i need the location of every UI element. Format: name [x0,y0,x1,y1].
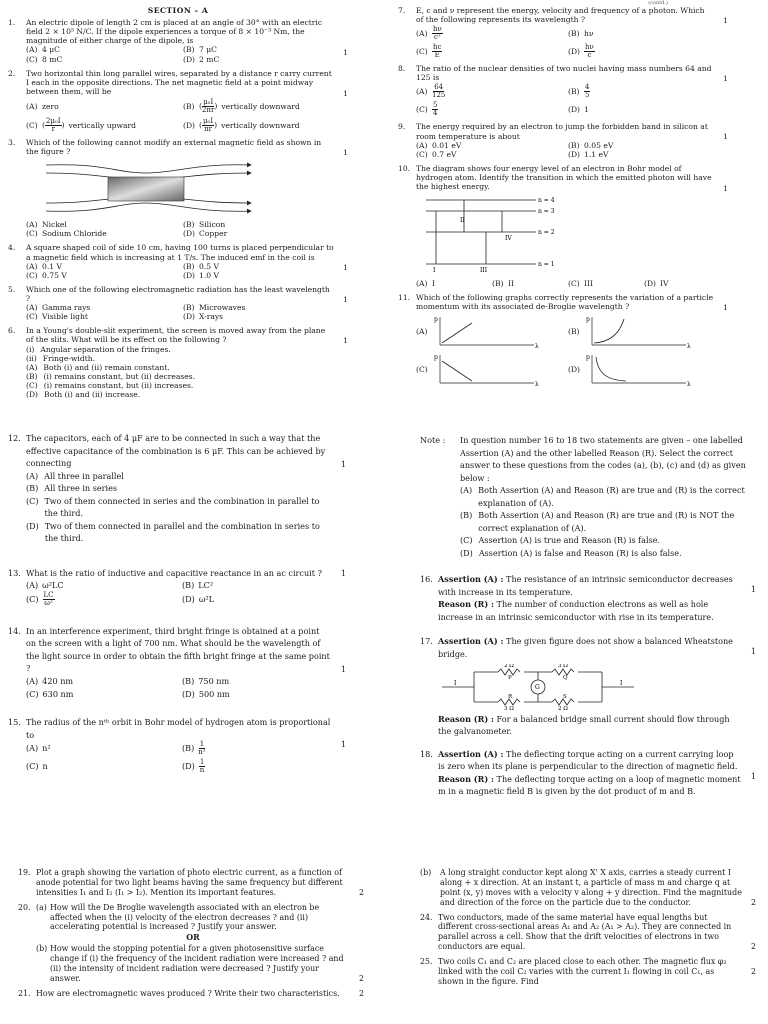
or-divider: OR [186,933,200,943]
question-18: 18. Assertion (A) : The deflecting torque acting on a current carrying loop is zero when its plane is perpendicular to the direction of magnetic field. Reason (R) : The deflecting torque acting on a loop of magnetic moment m in a magnetic field B is given by the dot product of m and B. 1 [420,748,756,797]
svg-text:R: R [508,693,513,700]
transition-label: IV [505,235,512,243]
svg-text:G: G [535,683,540,691]
options: (A) $\frac{64}{125}$ (B) $\frac{4}{5}$ (C) $\frac{5}{4}$ (D) 1 [416,83,590,118]
question-text: A square shaped coil of side 10 cm, having 100 turns is placed perpendicular to a magnetic field which is increasing at 1 T/s. The induced emf in the coil is [26,243,334,262]
options: (A) ω²LC (B) LC² (C) $\frac{LC}{\text{ω²}}$ (D) ω²L [26,580,215,607]
question-14: 14. In an interference experiment, third bright fringe is obtained at a point on the screen with a light of 700 nm. What should be the wavelength of the light source in order to obtain the fifth bright fringe at the same point ? (A) 420 nm (B) 750 nm (C) 630 nm (D) 500 nm 1 [8,625,346,699]
level-label: n = 2 [538,229,555,237]
svg-text:S: S [563,693,567,700]
marks: 2 [358,988,364,998]
sub-items: (i) Angular separation of the fringes. (ii) Fringe-width. (A) Both (i) and (ii) remain constant. (B) (i) remains constant, but (ii) decreases. (C) (i) remains constant, but (ii) increases. (D) Both (i) and (ii) increase. [26,344,196,400]
marks: 1 [750,646,756,657]
question-text: An electric dipole of length 2 cm is placed at an angle of 30° with an electric field 2 × 10⁵ N/C. If the dipole experiences a torque of 8 × 10⁻³ Nm, the magnitude of either charge of the dipole, is [26,18,323,46]
question-25: 25. Two coils C₁ and C₂ are placed close to each other. The magnetic flux φ₂ linked with the coil C₂ varies with the current I₁ flowing in coil C₁, as shown in the figure. Find 2 [420,957,756,986]
right-column-mid [420,434,756,803]
region-section-b [0,860,768,1024]
wheatstone-bridge-figure [438,664,638,710]
marks: 1 [340,567,346,578]
svg-text:I: I [454,679,457,687]
options: (A) All three in parallel (B) All three in series (C) Two of them connected in series and the combination in parallel to the third. (D) Two of them connected in parallel and the combination in series to the third. [26,470,320,544]
left-column-bottom [18,868,364,1004]
question-11: 11. Which of the following graphs correctly represents the variation of a particle momentum with its associated de-Broglie wavelength ? (A) p λ (B) p λ (C) p λ (D) p λ 1 [398,293,728,387]
question-text: The capacitors, each of 4 μF are to be connected in such a way that the effective capacitance of the combination is 6 μF. This can be achieved by connecting [26,433,326,469]
graph-b [584,315,694,349]
marks: 1 [340,459,346,469]
question-10: 10. The diagram shows four energy level of an electron in Bohr model of hydrogen atom. Identify the transition in which the emitted photon will have the highest energy. n = 4 n = 3 n = 2 n = 1 II IV I III (A) I (B) II (C) III (D) IV 1 [398,163,728,289]
svg-text:P: P [508,674,512,681]
svg-text:2 Ω: 2 Ω [504,663,514,669]
question-8: 8. The ratio of the nuclear densities of two nuclei having mass numbers 64 and 125 is (A) $\frac{64}{125}$ (B) $\frac{4}{5}$ (C) $\frac{5}{4}$ (D) 1 1 [398,64,728,118]
svg-text:λ: λ [535,380,539,387]
marks: 2 [750,942,756,952]
magnetic-field-figure [26,159,266,217]
question-text: The energy required by an electron to jump the forbidden band in silicon at room temperature is about [416,122,708,141]
marks: 2 [750,967,756,976]
options: (A) zero (B) ( $\frac{\text{μ₀I}}{2\pi r}$ ) vertically downward (C) ( $\frac{\text{2μ₀I}}{r}$ ) vertically upward (D) ( $\frac{\text{μ₀I}}{\pi r}$ ) vertically downward [26,97,300,133]
svg-text:3 Ω: 3 Ω [504,705,514,710]
question-text: The ratio of the nuclear densities of two nuclei having mass numbers 64 and 125 is [416,64,712,83]
question-4: 4. A square shaped coil of side 10 cm, having 100 turns is placed perpendicular to a magnetic field which is increasing at 1 T/s. The induced emf in the coil is (A) 0.1 V (B) 0.5 V (C) 0.75 V (D) 1.0 V 1 [8,243,348,280]
question-21: 21. How are electromagnetic waves produced ? Write their two characteristics. 2 [18,988,364,998]
marks: 1 [723,183,728,193]
question-16: 16. Assertion (A) : The resistance of an intrinsic semiconductor decreases with increase in its temperature. Reason (R) : The number of conduction electrons as well as hole increase in an intrinsic semiconductor with rise in its temperature. 1 [420,574,756,622]
question-1: 1. An electric dipole of length 2 cm is placed at an angle of 30° with an electric field 2 × 10⁵ N/C. If the dipole experiences a torque of 8 × 10⁻³ Nm, the magnitude of either charge of the dipole, is (A) 4 μC (B) 7 μC (C) 8 mC (D) 2 mC 1 [8,18,348,64]
svg-text:λ: λ [535,342,539,349]
options: (A) I (B) II (C) III (D) IV [416,279,669,289]
question-12: 12. The capacitors, each of 4 μF are to be connected in such a way that the effective capacitance of the combination is 6 μF. This can be achieved by connecting (A) All three in parallel (B) All three in series (C) Two of them connected in series and the combination in parallel to the third. (D) Two of them connected in parallel and the combination in series to the third. 1 [8,433,346,544]
options: (A) n² (B) $\frac{1}{\text{n²}}$ (C) n (D) $\frac{1}{n}$ [26,740,206,775]
question-text: Plot a graph showing the variation of photo electric current, as a function of anode potential for two light beams having the same frequency but different intensities I₁ and I₂ (I₁ > I₂). Mention its important features. [36,868,343,897]
question-19: 19. Plot a graph showing the variation of photo electric current, as a function of anode potential for two light beams having the same frequency but different intensities I₁ and I₂ (I₁ > I₂). Mention its important features. 2 [18,868,364,897]
svg-text:p: p [434,353,438,361]
question-text: Which of the following cannot modify an external magnetic field as shown in the figure ? [26,137,322,157]
svg-text:p: p [434,315,438,323]
marks: 1 [343,336,348,346]
marks: 2 [750,897,756,907]
marks: 1 [343,48,348,58]
left-column-mid [8,432,346,779]
svg-text:Q: Q [563,674,568,681]
question-text: Which one of the following electromagnetic radiation has the least wavelength ? [26,284,330,303]
question-text: The radius of the nᵗʰ orbit in Bohr model of hydrogen atom is proportional to [26,717,331,740]
assertion-reason-note: Note : In question number 16 to 18 two statements are given – one labelled Assertion (A) and the other labelled Reason (R). Select the correct answer to these questions from the codes (a), (b), (c) and (d) as given below : (A) Both Assertion (A) and Reason (R) are true and (R) is the correct explanation of (A). (B) Both Assertion (A) and Reason (R) are true and (R) is NOT the correct explanation of (A). (C) Assertion (A) is true and Reason (R) is false. (D) Assertion (A) is false and Reason (R) is also false. [420,434,756,559]
options: (A) 420 nm (B) 750 nm (C) 630 nm (D) 500 nm [26,675,230,699]
options: (A) $\frac{h\nu}{\text{c²}}$ (B) hν (C) $\frac{hc}{E}$ (D) $\frac{h\nu}{c}$ [416,25,594,60]
graph-a [432,315,542,349]
top-stamp: (contd.) [648,0,668,6]
svg-text:3 Ω: 3 Ω [558,663,568,669]
question-text: E, c and ν represent the energy, velocity and frequency of a photon. Which of the following represents its wavelength ? [416,6,705,25]
question-7: 7. E, c and ν represent the energy, velocity and frequency of a photon. Which of the following represents its wavelength ? (A) $\frac{h\nu}{\text{c²}}$ (B) hν (C) $\frac{hc}{E}$ (D) $\frac{h\nu}{c}$ 1 [398,6,728,60]
question-text: Which of the following graphs correctly represents the variation of a particle momentum with its associated de-Broglie wavelength ? [416,293,714,312]
right-column-top [398,0,728,392]
question-text: The diagram shows four energy level of an electron in Bohr model of hydrogen atom. Identify the transition in which the emitted photon will have the highest energy. [416,163,712,192]
codes: (A) Both Assertion (A) and Reason (R) are true and (R) is the correct explanation of (A). (B) Both Assertion (A) and Reason (R) are true and (R) is NOT the correct explanation of (A). (C) Assertion (A) is true and Reason (R) is false. (D) Assertion (A) is false and Reason (R) is also false. [460,485,745,558]
left-column-top [8,6,348,404]
transition-label: I [433,267,436,275]
energy-level-diagram [416,194,596,276]
question-text: Two conductors, made of the same material have equal lengths but different cross-sectional areas A₁ and A₂ (A₁ > A₂). They are connected in parallel across a cell. Show that the drift velocities of electrons in two conductors are equal. [438,912,732,952]
svg-text:p: p [586,315,590,323]
region-section-a-top [0,0,768,430]
right-column-bottom [420,868,756,992]
marks: 1 [723,132,728,142]
marks: 1 [723,16,728,25]
question-5: 5. Which one of the following electromagnetic radiation has the least wavelength ? (A) Gamma rays (B) Microwaves (C) Visible light (D) X-rays 1 [8,284,348,322]
question-17: 17. Assertion (A) : The given figure does not show a balanced Wheatstone bridge. I I 2 Ω 3 Ω P Q R S 3 Ω 2 Ω G Reason (R) : For a balanced bridge small current should flow through the galvanometer. 1 [420,636,756,737]
question-text: In a Young's double-slit experiment, the screen is moved away from the plane of the slits. What will be its effect on the following ? [26,326,326,345]
options: (A) 4 μC (B) 7 μC (C) 8 mC (D) 2 mC [26,45,220,64]
marks: 2 [358,887,364,897]
options: (A) Nickel (B) Silicon (C) Sodium Chloride (D) Copper [26,220,228,239]
marks: 1 [340,663,346,674]
graph-c [432,353,542,387]
section-title: SECTION – A [147,6,209,15]
marks: 1 [750,770,756,781]
marks: 1 [343,263,348,273]
marks: 2 [358,973,364,983]
question-9: 9. The energy required by an electron to jump the forbidden band in silicon at room temperature is about (A) 0.01 eV (B) 0.05 eV (C) 0.7 eV (D) 1.1 eV 1 [398,122,728,159]
note-text: In question number 16 to 18 two statements are given – one labelled Assertion (A) and the other labelled Reason (R). Select the correct answer to these questions from the codes (a), (b), (c) and (d) as given below : [460,435,746,483]
question-text: What is the ratio of inductive and capacitive reactance in an ac circuit ? [26,567,322,578]
question-text: Two horizontal thin long parallel wires, separated by a distance r carry current I each in the opposite directions. The net magnetic field at a point midway between them, will be [26,68,332,96]
options: (A) Gamma rays (B) Microwaves (C) Visible light (D) X-rays [26,303,246,322]
question-text: In an interference experiment, third bright fringe is obtained at a point on the screen with a light of 700 nm. What should be the wavelength of the light source in order to obtain the fifth bright fringe at the same point ? [26,625,330,674]
options: (A) 0.01 eV (B) 0.05 eV (C) 0.7 eV (D) 1.1 eV [416,140,614,159]
level-label: n = 4 [538,197,555,205]
question-text: A long straight conductor kept along X' X axis, carries a steady current I along + x direction. At an instant t, a particle of mass m and charge q at point (x, y) moves with a velocity v along + y direction. Find the magnitude and direction of the force on the particle due to the conductor. [440,868,742,907]
marks: 1 [343,88,348,98]
question-6: 6. In a Young's double-slit experiment, the screen is moved away from the plane of the slits. What will be its effect on the following ? (i) Angular separation of the fringes. (ii) Fringe-width. (A) Both (i) and (ii) remain constant. (B) (i) remains constant, but (ii) decreases. (C) (i) remains constant, but (ii) increases. (D) Both (i) and (ii) increase. 1 [8,326,348,400]
marks: 1 [343,294,348,304]
region-questions-12-18 [0,430,768,860]
question-text: How are electromagnetic waves produced ? Write their two characteristics. [36,988,340,998]
svg-text:2 Ω: 2 Ω [558,705,568,710]
transition-label: III [480,267,488,275]
question-text: Two coils C₁ and C₂ are placed close to each other. The magnetic flux φ₂ linked with the coil C₂ varies with the current I₁ flowing in coil C₁, as shown in the figure. Find [438,957,727,986]
svg-text:λ: λ [687,342,691,349]
graph-d [584,353,694,387]
question-2: 2. Two horizontal thin long parallel wires, separated by a distance r carry current I each in the opposite directions. The net magnetic field at a point midway between them, will be (A) zero (B) ( $\frac{\text{μ₀I}}{2\pi r}$ ) vertically downward (C) ( $\frac{\text{2μ₀I}}{r}$ ) vertically upward (D) ( $\frac{\text{μ₀I}}{\pi r}$ ) vertically downward 1 [8,68,348,133]
question-13: 13. What is the ratio of inductive and capacitive reactance in an ac circuit ? (A) ω²LC (B) LC² (C) $\frac{LC}{\text{ω²}}$ (D) ω²L 1 [8,567,346,607]
options: (A) 0.1 V (B) 0.5 V (C) 0.75 V (D) 1.0 V [26,261,219,280]
marks: 1 [723,74,728,84]
transition-label: II [460,217,465,225]
marks: 1 [340,739,346,750]
svg-text:p: p [586,353,590,361]
svg-text:λ: λ [687,380,691,387]
question-20: 20. (a) How will the De Broglie wavelength associated with an electron be affected when the (i) velocity of the electron decreases ? and (ii) accelerating potential is increased ? Justify your answer. OR (b) How would the stopping potential for a given photosensitive surface change if (i) the frequency of the incident radiation were increased ? and (ii) the intensity of incident radiation were decreased ? Justify your answer. 2 [18,902,364,983]
marks: 1 [750,584,756,595]
level-label: n = 3 [538,208,555,216]
question-24: 24. Two conductors, made of the same material have equal lengths but different cross-sectional areas A₁ and A₂ (A₁ > A₂). They are connected in parallel across a cell. Show that the drift velocities of electrons in two conductors are equal. 2 [420,912,756,952]
graph-options: (A) p λ (B) p λ (C) p λ (D) p λ [416,315,714,387]
question-3: 3. Which of the following cannot modify an external magnetic field as shown in the figure ? (A) Nickel (B) Silicon (C) Sodium Chloride (D) Copper 1 [8,137,348,239]
marks: 1 [723,303,728,313]
question-23b: (b) A long straight conductor kept along X' X axis, carries a steady current I along + x direction. At an instant t, a particle of mass m and charge q at point (x, y) moves with a velocity v along + y direction. Find the magnitude and direction of the force on the particle due to the conductor. 2 [420,868,756,907]
svg-text:I: I [620,679,623,687]
level-label: n = 1 [538,261,555,269]
question-15: 15. The radius of the nᵗʰ orbit in Bohr model of hydrogen atom is proportional to (A) n² (B) $\frac{1}{\text{n²}}$ (C) n (D) $\frac{1}{n}$ 1 [8,717,346,775]
marks: 1 [343,147,348,157]
